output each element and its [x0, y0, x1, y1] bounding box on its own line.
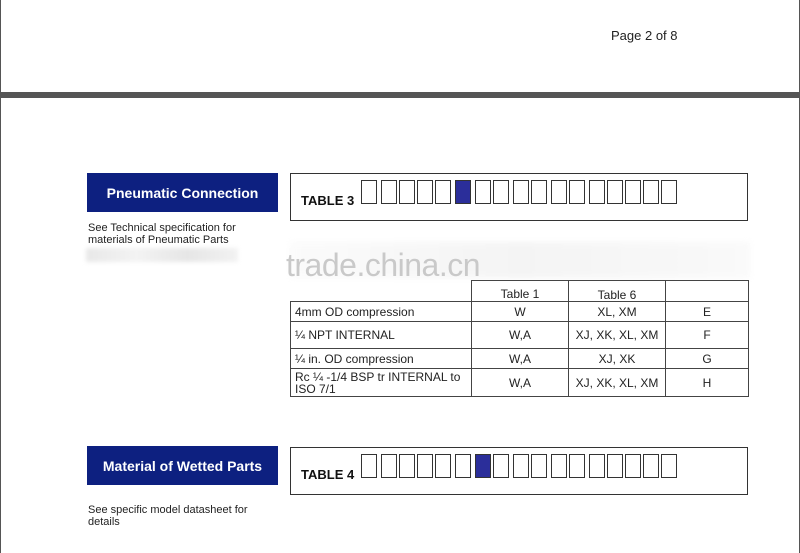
code-cell: [551, 180, 567, 204]
code-cell: [399, 454, 415, 478]
code-cell: [493, 454, 509, 478]
table-cell: XJ, XK, XL, XM: [569, 369, 666, 397]
watermark: trade.china.cn: [286, 247, 481, 283]
table-row: [291, 302, 749, 322]
table4-label: TABLE 4: [301, 467, 355, 482]
header-cell: [666, 281, 749, 302]
code-cell: [381, 180, 397, 204]
code-cell: [531, 180, 547, 204]
wetted-parts-heading: Material of Wetted Parts: [87, 446, 278, 485]
code-cell: [417, 180, 433, 204]
code-cell: [661, 180, 677, 204]
table3-code-box: [290, 173, 748, 221]
code-cell: [435, 180, 451, 204]
page-border-left: [0, 0, 1, 553]
pneumatic-connection-heading: Pneumatic Connection: [87, 173, 278, 212]
code-cell: [361, 454, 377, 478]
table-cell: ¼ in. OD compression: [291, 349, 472, 369]
code-cell: [569, 454, 585, 478]
code-cell: [551, 454, 567, 478]
table-header-row: [291, 281, 749, 302]
code-cell: [643, 454, 659, 478]
table-cell: G: [666, 349, 749, 369]
code-cell: [625, 180, 641, 204]
pneumatic-note: See Technical specification for materials of Pneumatic Parts: [88, 222, 236, 244]
table-cell: F: [666, 322, 749, 349]
code-cell-selected: [455, 180, 471, 204]
table-cell: H: [666, 369, 749, 397]
table-cell: W,A: [472, 369, 569, 397]
code-cell: [589, 454, 605, 478]
code-cell: [569, 180, 585, 204]
code-cell: [513, 454, 529, 478]
code-cell: [435, 454, 451, 478]
table4-code-box: [290, 447, 748, 495]
code-cell: [513, 180, 529, 204]
code-cell: [417, 454, 433, 478]
table3-code-cells: [361, 180, 679, 204]
table-cell: Rc ¼ -1/4 BSP tr INTERNAL to ISO 7/1: [291, 369, 472, 397]
code-cell: [399, 180, 415, 204]
pneumatic-connection-table: [290, 280, 749, 397]
page-indicator: Page 2 of 8: [611, 28, 678, 43]
header-cell: Table 1: [472, 281, 569, 302]
blurred-text: [86, 248, 238, 262]
header-cell: Table 6: [569, 281, 666, 302]
header-cell: [291, 281, 472, 302]
table-cell: XL, XM: [569, 302, 666, 322]
table-cell: ¼ NPT INTERNAL: [291, 322, 472, 349]
code-cell: [381, 454, 397, 478]
table-cell: 4mm OD compression: [291, 302, 472, 322]
table4-code-cells: [361, 454, 679, 478]
code-cell: [475, 180, 491, 204]
code-cell: [455, 454, 471, 478]
table-cell: W,A: [472, 322, 569, 349]
table-row: [291, 369, 749, 397]
code-cell: [643, 180, 659, 204]
code-cell: [607, 454, 623, 478]
table-cell: XJ, XK, XL, XM: [569, 322, 666, 349]
header-rule: [0, 92, 800, 98]
code-cell: [531, 454, 547, 478]
table-cell: E: [666, 302, 749, 322]
code-cell-selected: [475, 454, 491, 478]
code-cell: [493, 180, 509, 204]
code-cell: [661, 454, 677, 478]
table-cell: W: [472, 302, 569, 322]
code-cell: [607, 180, 623, 204]
code-cell: [589, 180, 605, 204]
table-cell: W,A: [472, 349, 569, 369]
wetted-note: See specific model datasheet for details: [88, 504, 248, 528]
table-row: [291, 322, 749, 349]
table-cell: XJ, XK: [569, 349, 666, 369]
code-cell: [625, 454, 641, 478]
table-row: [291, 349, 749, 369]
code-cell: [361, 180, 377, 204]
table3-label: TABLE 3: [301, 193, 355, 208]
